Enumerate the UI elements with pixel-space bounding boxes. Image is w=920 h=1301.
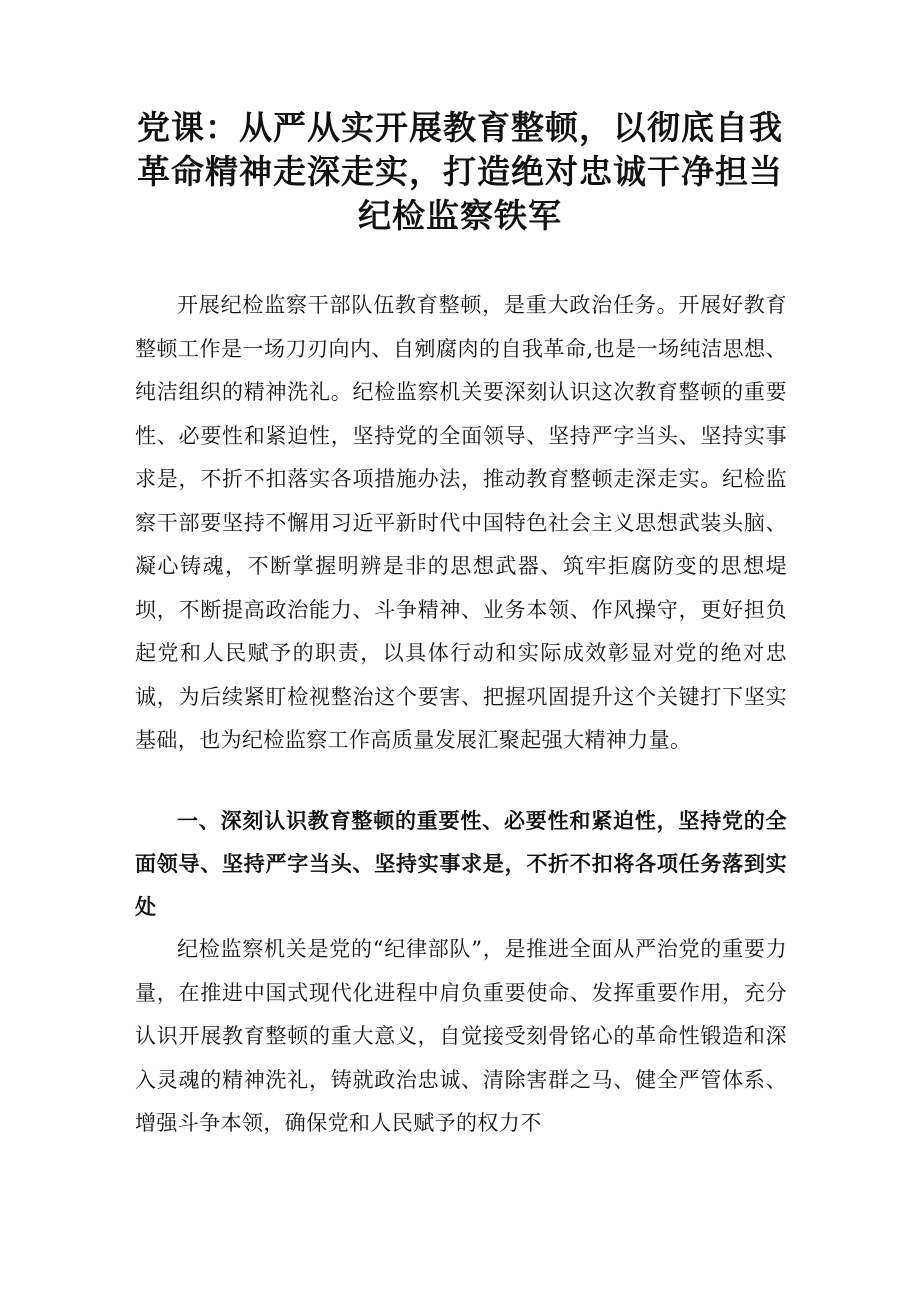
document-title xyxy=(120,106,800,238)
title-line: 革命精神走深走实，打造绝对忠诚干净担当 xyxy=(137,152,783,191)
paragraph-intro: 开展纪检监察干部队伍教育整顿，是重大政治任务。开展好教育整顿工作是一场刀刃向内、自剜腐肉的自我革命,也是一场纯洁思想、纯洁组织的精神洗礼。纪检监察机关要深刻认识这次教育整顿的重要性、必要性和紧迫性，坚持党的全面领导、坚持严字当头、坚持实事求是，不折不扣落实各项措施办法，推动教育整顿走深走实。纪检监察干部要坚持不懈用习近平新时代中国特色社会主义思想武装头脑、凝心铸魂，不断掌握明辨是非的思想武器、筑牢拒腐防变的思想堤坝，不断提高政治能力、斗争精神、业务本领、作风操守，更好担负起党和人民赋予的职责，以具体行动和实际成效彰显对党的绝对忠诚，为后续紧盯检视整治这个要害、把握巩固提升这个关键打下坚实基础，也为纪检监察工作高质量发展汇聚起强大精神力量。 xyxy=(135,293,787,752)
title-line: 纪检监察铁军 xyxy=(358,196,562,235)
title-line: 党课：从严从实开展教育整顿，以彻底自我 xyxy=(137,108,783,147)
section-heading-1: 一、深刻认识教育整顿的重要性、必要性和紧迫性，坚持党的全面领导、坚持严字当头、坚持实事求是，不折不扣将各项任务落到实处 xyxy=(135,809,787,919)
paragraph-section-1: 纪检监察机关是党的“纪律部队”，是推进全面从严治党的重要力量，在推进中国式现代化进程中肩负重要使命、发挥重要作用，充分认识开展教育整顿的重大意义，自觉接受刻骨铭心的革命性锻造和深入灵魂的精神洗礼，铸就政治忠诚、清除害群之马、健全严管体系、增强斗争本领，确保党和人民赋予的权力不 xyxy=(135,937,787,1135)
